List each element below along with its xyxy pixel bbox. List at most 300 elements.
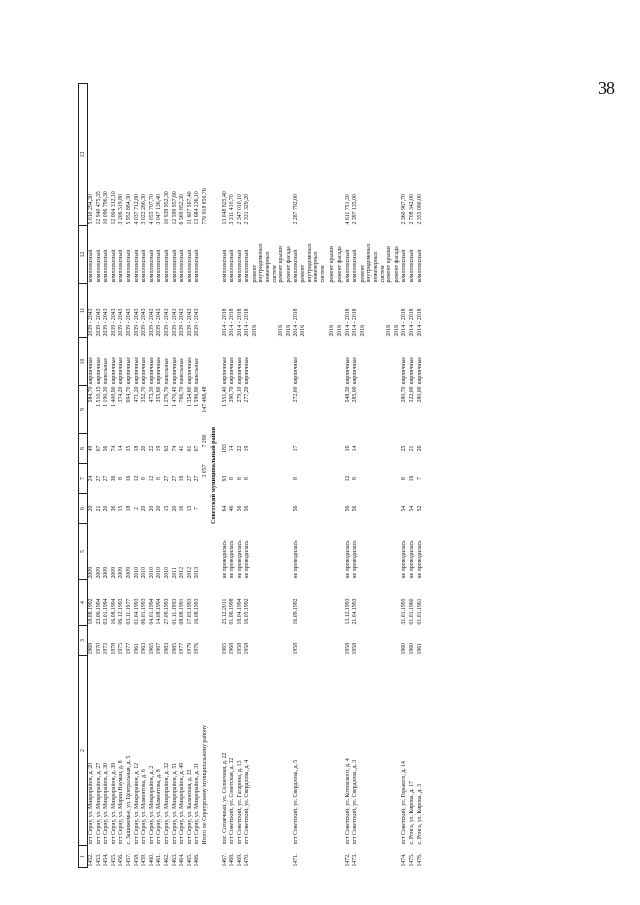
cell-n: 1465. [186,853,193,867]
cell-c6: 56 [344,505,351,512]
block-sovetsky-1 [222,84,252,868]
cell-priv: 2010 [163,566,170,579]
cell-type: комплексный [179,249,186,283]
cell-area: 322,00 [408,386,415,403]
cell-wall: кирпичные [118,356,125,385]
cell-c7: 27 [103,475,110,482]
cell-c7: 8 [401,477,408,480]
cell-year: 1958 [236,642,243,655]
note-row [386,84,394,868]
cell-addr: с. Ронга, ул. Кирова, д. 3 [416,784,423,845]
table-row [164,84,172,868]
cell-period: 2039 - 2043 [141,308,148,337]
cell-date: 16.09.1992 [293,598,300,625]
cell-wall: кирпичные [186,356,193,385]
cell-year: 1968 [229,642,236,655]
cell-year: 1961 [416,642,423,655]
cell-c8: 19 [244,445,251,452]
cell-area: 766,70 [179,386,186,403]
note-line: внутридомовых [258,243,265,283]
cell-area: 352,70 [141,386,148,403]
cell-addr: пгт Серну, ул. Казанская, д. 33 [186,769,193,845]
cell-wall: кирпичные [95,356,102,385]
cell-n: 1469. [236,853,243,867]
cell-addr: пгт Серну, ул. Микрорайон, д. 31 [194,762,201,845]
header-cell: 13 [79,84,88,226]
cell-n: 1473. [352,853,359,867]
cell-c6: 20 [171,505,178,512]
cell-addr: пгт Советский, ул. Котовского, д. 4 [344,758,351,845]
note-year: 2016 [300,324,307,337]
cell-c8: 183 [221,444,228,453]
header-cell: 4 [79,580,88,626]
cell-c6: 54 [401,505,408,512]
cell-addr: с. Зашижемье, ул. Центральная, д. 5 [125,755,132,845]
cell-wall: кирпичные [416,356,423,385]
cell-type: комплексный [110,249,117,283]
cell-cost: 12 940 475,35 [95,191,102,225]
note-row [278,84,286,868]
cell-cost: 2 355 080,00 [416,194,423,225]
cell-cost: 4 037 712,80 [133,194,140,225]
total-c7: 3 057 [201,464,208,478]
table-row [103,84,111,868]
cell-wall: кирпичные [229,356,236,385]
cell-period: 2039 - 2043 [118,308,125,337]
cell-period: 2039 - 2043 [110,308,117,337]
cell-c8: 74 [110,445,117,452]
cell-period: 2039 - 2043 [148,308,155,337]
cell-c7: 27 [95,475,102,482]
note-row [337,84,345,868]
cell-date: 01.11.1993 [171,598,178,625]
cell-year: 1958 [244,642,251,655]
cell-c8: 22 [148,445,155,452]
total-cost: 776 918 850,76 [201,188,208,225]
cell-cost: 2 287 792,00 [293,194,300,225]
cell-date: 03.11.1977 [125,598,132,625]
header-cell: 3 [79,626,88,656]
table-row [352,84,360,868]
table-row [244,84,252,868]
cell-priv: не проводилась [408,540,415,579]
total-c8: 7 290 [201,434,208,448]
cell-year: 1970 [95,642,102,655]
cell-c7: 27 [186,475,193,482]
cell-c6: 56 [352,505,359,512]
cell-c8: 61 [186,445,193,452]
table-row [229,84,237,868]
cell-c7: 8 [156,477,163,480]
cell-period: 2014 - 2018 [293,308,300,337]
cell-n: 1472. [344,853,351,867]
cell-cost: 3 022 286,30 [141,194,148,225]
cell-period: 2039 - 2043 [179,308,186,337]
cell-year: 1967 [156,642,163,655]
cell-c6: 16 [179,505,186,512]
note-roof: ремонт крыши [278,246,285,283]
cell-area: 285,00 [352,386,359,403]
cell-period: 2039 - 2043 [171,308,178,337]
table-row [187,84,195,868]
note-facade: ремонт фасада [393,246,400,283]
cell-cost: 10 096 796,30 [103,191,110,225]
cell-c7: 27 [194,475,201,482]
cell-c6: 56 [236,505,243,512]
cell-c6: 46 [229,505,236,512]
cell-period: 2014 - 2018 [416,308,423,337]
header-cell: 11 [79,284,88,338]
cell-c8: 63 [163,445,170,452]
cell-c7: 7 [416,477,423,480]
cell-c8: 67 [95,445,102,452]
note-line: инженерных [265,251,272,283]
cell-date: 21.04.1993 [352,598,359,625]
cell-cost: 11 607 567,40 [186,191,193,225]
cell-c7: 8 [141,477,148,480]
cell-c6: 20 [156,505,163,512]
cell-c7: 12 [133,475,140,482]
cell-c6: 20 [103,505,110,512]
note-row [329,84,337,868]
cell-c8: 17 [293,445,300,452]
cell-area: 471,20 [133,386,140,403]
cell-area: 548,30 [344,386,351,403]
cell-cost: 5 952 884,30 [125,194,132,225]
cell-cost: 13 684 236,10 [194,191,201,225]
cell-date: 04.01.1994 [148,598,155,625]
cell-c8: 14 [118,445,125,452]
note-roof: ремонт крыши [386,246,393,283]
cell-priv: не проводилась [293,540,300,579]
cell-type: комплексный [221,249,228,283]
note-line: систем [271,265,278,283]
cell-cost: 2 708 342,00 [408,194,415,225]
total-block [202,84,222,868]
cell-date: 16.08.1994 [110,598,117,625]
cell-wall: кирпичные [236,356,243,385]
cell-addr: пгт Советский, ул. Свердлова, д. 3 [352,759,359,845]
cell-n: 1470. [244,853,251,867]
section-title: Советский муниципальный район [209,427,217,524]
cell-type: комплексный [125,249,132,283]
cell-type: комплексный [244,249,251,283]
cell-period: 2039 - 2043 [133,308,140,337]
cell-type: комплексный [236,249,243,283]
cell-year: 1960 [401,642,408,655]
cell-n: 1457. [125,853,132,867]
cell-priv: не проводилась [229,540,236,579]
note-line: внутридомовых [306,243,313,283]
cell-n: 1471. [293,853,300,867]
cell-area: 279,10 [236,386,243,403]
cell-wall: кирпичные [110,356,117,385]
table-row [96,84,104,868]
cell-cost: 2 360 967,70 [401,194,408,225]
cell-c6: 56 [293,505,300,512]
cell-year: 1958 [352,642,359,655]
cell-type: комплексный [148,249,155,283]
note-repair-systems [252,226,278,284]
cell-date: 25.12.2011 [221,598,228,625]
cell-period: 2014 - 2018 [244,308,251,337]
cell-period: 2014 - 2018 [344,308,351,337]
cell-type: комплексный [88,249,94,283]
cell-year: 1985 [171,642,178,655]
cell-wall: кирпичные [125,356,132,385]
cell-type: комплексный [133,249,140,283]
cell-date: 18.08.1992 [88,598,94,625]
cell-wall: кирпичные [88,356,94,385]
cell-date: 27.09.1993 [163,598,170,625]
table-row [141,84,149,868]
cell-wall: панельные [103,358,110,385]
cell-c7: 8 [293,477,300,480]
cell-period: 2014 - 2018 [408,308,415,337]
cell-area: 584,70 [88,386,94,403]
header-cell: 8 [79,434,88,464]
cell-addr: пгт Советский, ул. Гагарина, д. 13 [236,760,243,845]
cell-wall: панельные [163,358,170,385]
cell-period: 2039 - 2043 [95,308,102,337]
cell-cost: 2 331 329,20 [244,194,251,225]
cell-n: 1459. [141,853,148,867]
cell-year: 1975 [118,642,125,655]
cell-n: 1460. [148,853,155,867]
cell-year: 1979 [186,642,193,655]
note-year: 2016 [337,324,344,337]
cell-year: 1960 [408,642,415,655]
cell-year: 1969 [88,642,94,655]
cell-c6: 21 [95,505,102,512]
cell-addr: пгт Серну, ул. Микрорайон, д. 30 [103,762,110,845]
cell-period: 2039 - 2043 [125,308,132,337]
cell-type-stack [293,226,329,284]
cell-type: комплексный [103,249,110,283]
cell-c7: 16 [408,475,415,482]
cell-n: 1461. [156,853,163,867]
cell-c7: 36 [110,475,117,482]
cell-wall: кирпичные [344,356,351,385]
cell-priv: 2010 [141,566,148,579]
cell-c6: 18 [125,505,132,512]
cell-priv: не проводилась [352,540,359,579]
note-row [252,84,278,868]
cell-wall: кирпичные [408,356,415,385]
cell-date: 01.06.1998 [229,598,236,625]
note-roof: ремонт крыши [329,246,336,283]
note-line: систем [319,265,326,283]
table-row [237,84,245,868]
cell-priv: не проводилась [236,540,243,579]
cell-date: 01.01.1961 [416,598,423,625]
table-row [172,84,180,868]
cell-period: 2039 - 2043 [186,308,193,337]
cell-type: комплексный [293,249,300,283]
cell-period: 2039 - 2043 [103,308,110,337]
cell-year: 1977 [179,642,186,655]
cell-n: 1474. [401,853,408,867]
section-row [210,84,222,868]
cell-year: 1977 [125,642,132,655]
cell-c8: 18 [133,445,140,452]
note-line: ремонт [251,264,258,283]
table-row [222,84,230,868]
note-facade: ремонт фасада [337,246,344,283]
cell-period: 2039 - 2043 [163,308,170,337]
cell-addr: пос. Солнечный, ул. Солнечная, д. 22 [221,752,228,845]
cell-cost: 3 047 136,40 [156,194,163,225]
cell-c6: 2 [133,507,140,510]
cell-c8: 21 [408,445,415,452]
cell-c8: 14 [352,445,359,452]
cell-area: 277,20 [244,386,251,403]
note-line: ремонт [359,264,366,283]
cell-year: 1983 [163,642,170,655]
cell-c7: 8 [244,477,251,480]
cell-type: комплексный [141,249,148,283]
cell-area: 1 510,15 [95,386,102,407]
cell-priv: 2012 [179,566,186,579]
cell-n: 1456. [118,853,125,867]
table-row [345,84,353,868]
note-row [394,84,402,868]
note-year: 2016 [393,324,400,337]
header-cell: 2 [79,656,88,846]
header-cell: 6 [79,494,88,524]
cell-date: 18.04.1994 [236,598,243,625]
cell-c6: 15 [118,505,125,512]
cell-period: 2014 - 2018 [401,308,408,337]
cell-priv: 2012 [186,566,193,579]
cell-c6: 20 [148,505,155,512]
cell-priv: 2010 [133,566,140,579]
cell-area: 355,60 [156,386,163,403]
cell-wall: кирпичные [221,356,228,385]
cell-date: 17.03.1993 [186,598,193,625]
cell-c8: 56 [103,445,110,452]
cell-cost: 6 569 852,30 [179,194,186,225]
cell-wall: кирпичные [244,356,251,385]
header-cell: 10 [79,338,88,386]
cell-area: 272,00 [293,386,300,403]
cell-cost: 13 048 825,40 [221,191,228,225]
cell-c6: 7 [194,507,201,510]
cell-priv: 2013 [194,566,201,579]
cell-area: 280,70 [401,386,408,403]
cell-period: 2039 - 2043 [88,308,94,337]
cell-addr: пгт Советский, ул. Горького, д. 14 [401,761,408,845]
cell-c7: 24 [88,475,94,482]
cell-cost: 10 939 952,30 [163,191,170,225]
cell-date: 06.12.1993 [118,598,125,625]
cell-c7: 8 [352,477,359,480]
cell-wall: кирпичные [171,356,178,385]
cell-priv: 2009 [95,566,102,579]
cell-cost: 2 347 010,10 [236,194,243,225]
rotated-table-container [78,84,612,868]
notes-block-1 [252,84,345,868]
cell-c8: 41 [179,445,186,452]
cell-priv: 2009 [110,566,117,579]
cell-c7: 8 [236,477,243,480]
cell-date: 06.01.1993 [141,598,148,625]
cell-date: 16.08.1993 [194,598,201,625]
cell-n: 1464. [179,853,186,867]
cell-date: 31.01.1995 [401,598,408,625]
cell-period: 2014 - 2018 [236,308,243,337]
cell-date: 03.01.1994 [103,598,110,625]
cell-c6: 56 [244,505,251,512]
cell-cost: 3 311 410,70 [229,194,236,225]
cell-year: 1965 [148,642,155,655]
cell-c7: 27 [171,475,178,482]
cell-addr: пгт Серну, ул. Микрорайон, д. 49 [179,762,186,845]
cell-c7: 16 [179,475,186,482]
note-line: внутридомовых [366,243,373,283]
cell-c7: 12 [148,475,155,482]
cell-n: 1462. [163,853,170,867]
cell-date: 23.06.1994 [95,598,102,625]
cell-wall: кирпичные [401,356,408,385]
cell-type: комплексный [171,249,178,283]
cell-c8: 49 [88,445,94,452]
note-year: 2016 [285,324,292,337]
cell-c7: 93 [221,475,228,482]
cell-area: 374,20 [118,386,125,403]
cell-type: комплексный [156,249,163,283]
cell-c8: 19 [156,445,163,452]
header-cell: 9 [79,386,88,434]
cell-wall: кирпичные [133,356,140,385]
cell-area: 1 551,40 [221,386,228,407]
cell-type: комплексный [95,249,102,283]
cell-n: 1476. [416,853,423,867]
header-row [79,84,88,868]
cell-wall: кирпичные [156,356,163,385]
cell-year: 1978 [110,642,117,655]
cell-wall: кирпичные [352,356,359,385]
cell-addr: пгт Советский, ул. Свердлова, д. 4 [244,759,251,845]
table-row [401,84,409,868]
note-year: 2016 [329,324,336,337]
cell-n: 1452. [88,853,94,867]
cell-n: 1463. [171,853,178,867]
table-row [88,84,96,868]
cell-area: 280,00 [416,386,423,403]
note-row [286,84,294,868]
cell-area: 1 276,70 [163,386,170,407]
cell-n: 1468. [229,853,236,867]
cell-addr: пгт Серну, ул. Микрорайон, д. 27 [95,762,102,845]
cell-period: 2039 - 2043 [156,308,163,337]
cell-n: 1454. [103,853,110,867]
cell-c6: 20 [88,505,94,512]
table-row [417,84,425,868]
page-number: 38 [598,78,614,98]
cell-priv: не проводилась [244,540,251,579]
housing-table [78,83,424,868]
cell-addr: пгт Серну, ул. Микрорайон, д. 51 [171,762,178,845]
cell-area: 1 400,90 [110,386,117,407]
cell-n: 1453. [95,853,102,867]
cell-n: 1467. [221,853,228,867]
cell-n: 1466. [194,853,201,867]
cell-c8: 74 [171,445,178,452]
cell-addr: пгт Серну, ул. Микрорайон, д. 12 [133,762,140,845]
block-sovetsky-3 [401,84,424,868]
note-line: систем [379,265,386,283]
